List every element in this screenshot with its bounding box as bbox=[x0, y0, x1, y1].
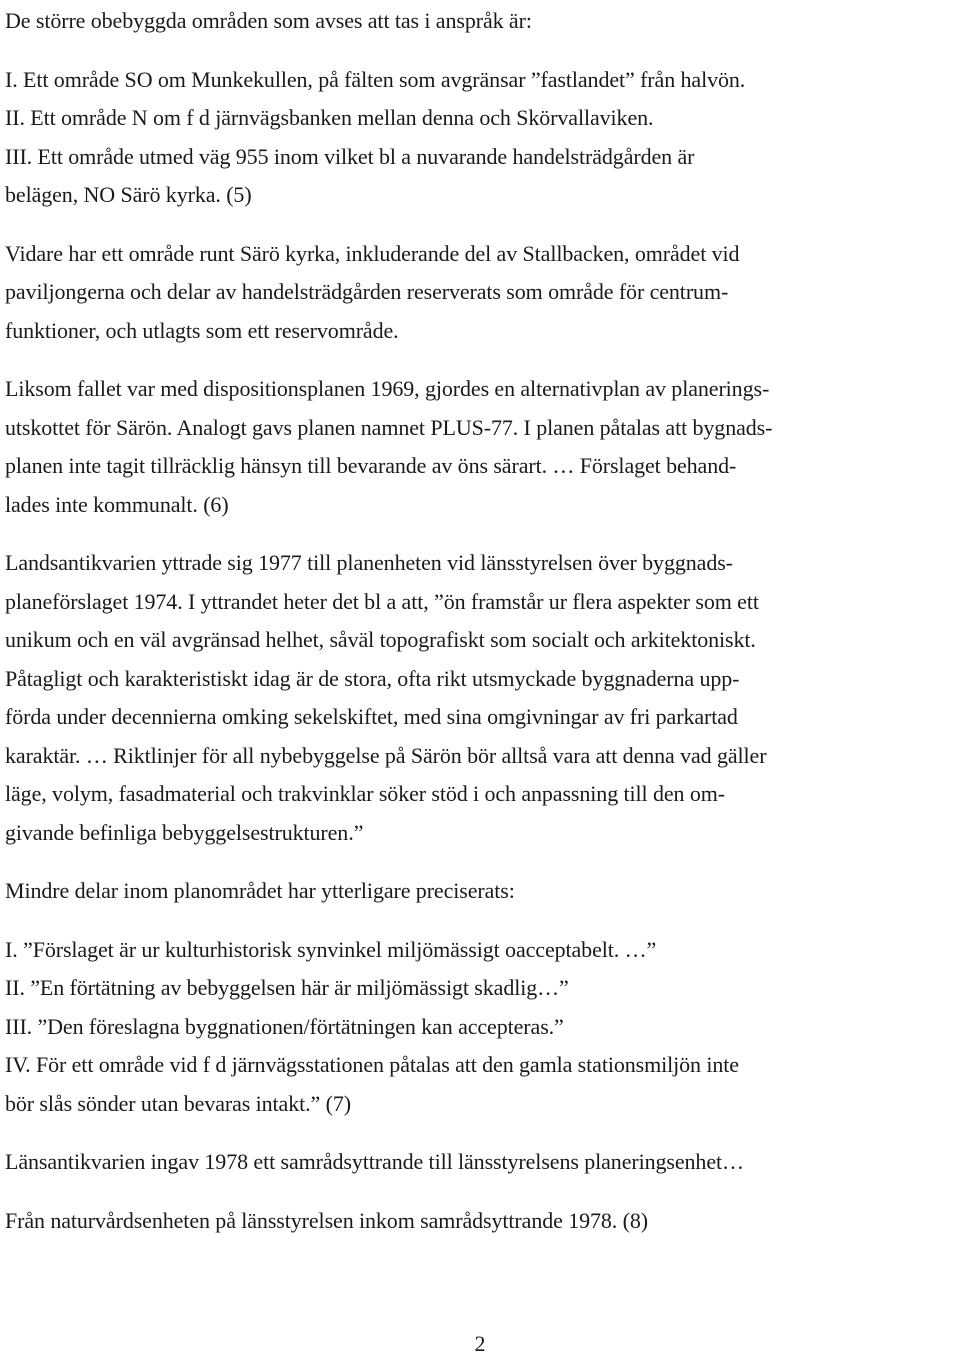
text-line: De större obebyggda områden som avses att tas i anspråk är: bbox=[5, 8, 532, 33]
text-line: III. Ett område utmed väg 955 inom vilket bl a nuvarande handelsträdgården är bbox=[5, 143, 695, 169]
paragraph-naturvardsenheten bbox=[5, 1202, 955, 1241]
text-line: Länsantikvarien ingav 1978 ett samrådsyttrande till länsstyrelsens planeringsenhet… bbox=[5, 1149, 744, 1174]
text-line: II. ”En förtätning av bebyggelsen här är miljömässigt skadlig…” bbox=[5, 975, 569, 1000]
text-line: unikum och en väl avgränsad helhet, såväl topografiskt som socialt och arkitektoniskt. bbox=[5, 627, 756, 652]
text-line: IV. För ett område vid f d järnvägsstationen påtalas att den gamla stationsmiljön inte bbox=[5, 1052, 739, 1077]
paragraph-landsantikvarien bbox=[5, 544, 955, 852]
text-line: paviljongerna och delar av handelsträdgården reserverats som område för centrum- bbox=[5, 279, 729, 304]
text-line: III. ”Den föreslagna byggnationen/förtätningen kan accepteras.” bbox=[5, 1013, 564, 1039]
paragraph-alternative-plan bbox=[5, 370, 955, 524]
text-line: Från naturvårdsenheten på länsstyrelsen inkom samrådsyttrande 1978. (8) bbox=[5, 1207, 648, 1233]
text-line: Mindre delar inom planområdet har ytterligare preciserats: bbox=[5, 878, 515, 903]
paragraph-lansantikvarien-1978 bbox=[5, 1143, 955, 1182]
paragraph-assessment-list bbox=[5, 931, 955, 1124]
text-line: förda under decennierna omking sekelskiftet, med sina omgivningar av fri parkartad bbox=[5, 704, 738, 729]
paragraph-intro bbox=[5, 2, 955, 41]
text-line: utskottet för Särön. Analogt gavs planen namnet PLUS-77. I planen påtalas att bygnads- bbox=[5, 414, 773, 440]
page-number: 2 bbox=[474, 1331, 486, 1356]
text-line: lades inte kommunalt. (6) bbox=[5, 491, 229, 517]
text-line: givande befinliga bebyggelsestrukturen.” bbox=[5, 819, 364, 845]
text-line: Liksom fallet var med dispositionsplanen 1969, gjordes en alternativplan av planerings- bbox=[5, 376, 770, 401]
text-line: I. ”Förslaget är ur kulturhistorisk synvinkel miljömässigt oacceptabelt. …” bbox=[5, 936, 657, 962]
text-line: Landsantikvarien yttrade sig 1977 till planenheten vid länsstyrelsen över byggnads- bbox=[5, 550, 733, 575]
paragraph-smaller-parts bbox=[5, 872, 955, 911]
text-line: Vidare har ett område runt Särö kyrka, inkluderande del av Stallbacken, området vid bbox=[5, 240, 740, 266]
text-line: II. Ett område N om f d järnvägsbanken mellan denna och Skörvallaviken. bbox=[5, 105, 654, 130]
paragraph-area-list bbox=[5, 61, 955, 215]
text-line: karaktär. … Riktlinjer för all nybebyggelse på Särön bör alltså vara att denna vad gäller bbox=[5, 742, 767, 768]
paragraph-reserve-area bbox=[5, 235, 955, 351]
text-line: planeförslaget 1974. I yttrandet heter det bl a att, ”ön framstår ur flera aspekter som ett bbox=[5, 588, 759, 614]
text-line: belägen, NO Särö kyrka. (5) bbox=[5, 182, 252, 207]
text-line: funktioner, och utlagts som ett reservområde. bbox=[5, 317, 399, 343]
text-line: läge, volym, fasadmaterial och trakvinklar söker stöd i och anpassning till den om- bbox=[5, 781, 725, 806]
text-line: Påtagligt och karakteristiskt idag är de stora, ofta rikt utsmyckade byggnaderna upp- bbox=[5, 665, 740, 691]
text-line: I. Ett område SO om Munkekullen, på fälten som avgränsar ”fastlandet” från halvön. bbox=[5, 66, 746, 92]
text-line: bör slås sönder utan bevaras intakt.” (7) bbox=[5, 1090, 351, 1116]
text-line: planen inte tagit tillräcklig hänsyn till bevarande av öns särart. … Förslaget behand- bbox=[5, 453, 737, 478]
document-body bbox=[5, 2, 955, 1260]
